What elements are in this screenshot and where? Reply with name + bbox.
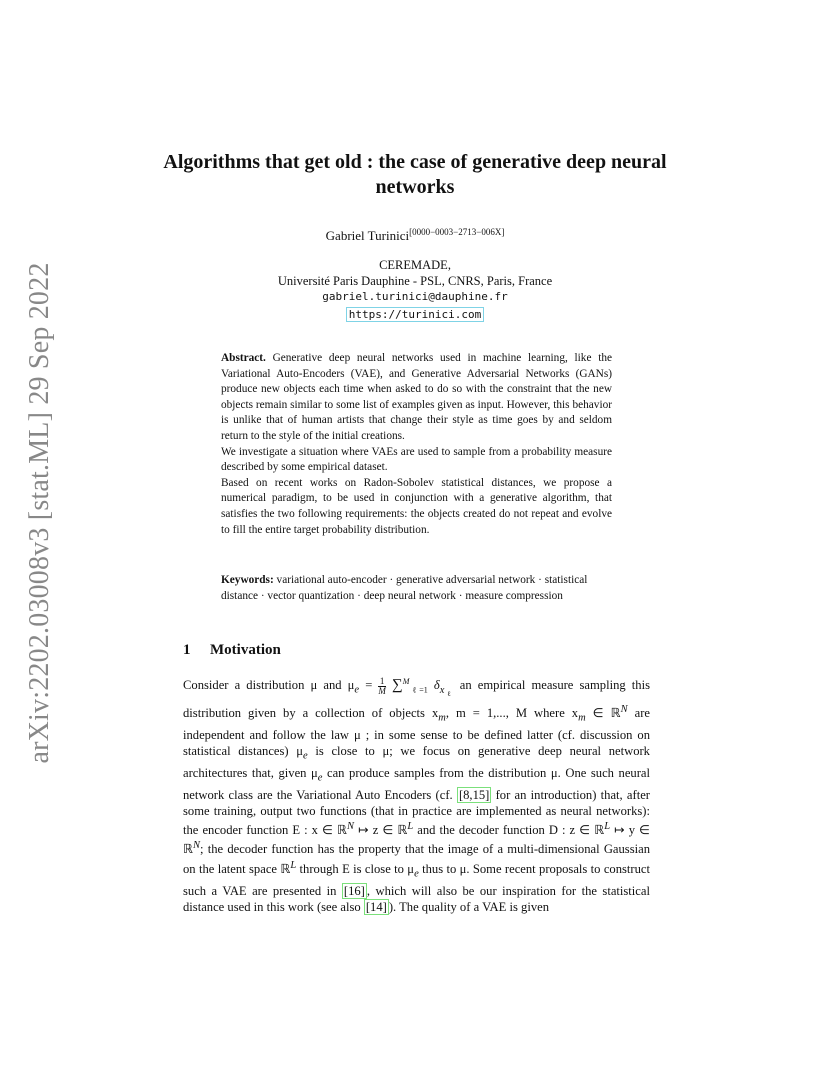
section-number: 1 xyxy=(183,642,191,658)
abstract-p2: We investigate a situation where VAEs are used to sample from a probability measure described by some empirical dataset. xyxy=(221,445,612,474)
section-heading xyxy=(183,642,281,659)
affiliation xyxy=(160,257,670,323)
citation-link[interactable]: [16] xyxy=(343,883,365,898)
homepage-link[interactable]: https://turinici.com xyxy=(346,307,484,322)
keywords-label: Keywords: xyxy=(221,574,274,586)
author-line xyxy=(160,227,670,244)
orcid: [0000−0003−2713−006X] xyxy=(409,227,505,237)
author-name: Gabriel Turinici xyxy=(325,228,410,243)
body-paragraph: Consider a distribution μ and $\mu_e$ = $\frac{1}{M} \sum^M_{\ell=1}$ $\delta_{x_\ell}$ an empirical measure sampling this distribution given by a collection of objects $x_m$, m = 1,..., M where $x_m$ ∈ ℝ$^N$ are independent and follow the law μ ; in some sense to be defined latter (cf. discussion on statistical distances) $\mu_e$ is close to μ; we focus on generative deep neural network architectures that, given $\mu_e$ can produce samples from the distribution μ. One such neural network class are the Variational Auto Encoders (cf. [8,15] for an introduction) that, after some training, output two functions (that in practice are implemented as neural networks): the encoder function E : x ∈ ℝ$^N$ ↦ z ∈ ℝ$^L$ and the decoder function D : z ∈ ℝ$^L$ ↦ y ∈ ℝ$^N$; the decoder function has the property that the image of a multi-dimensional Gaussian on the latent space ℝ$^L$ through E is close to $\mu_e$ thus to μ. Some recent proposals to construct such a VAE are presented in [16] , which will also be our inspiration for the statistical distance used in this work (see also [14] ). The quality of a VAE is given xyxy=(183,675,651,914)
address: Université Paris Dauphine - PSL, CNRS, Paris, France xyxy=(277,274,553,288)
section-title: Motivation xyxy=(210,642,281,658)
institution: CEREMADE, xyxy=(379,258,451,272)
paper-title: Algorithms that get old : the case of generative deep neural networks xyxy=(163,151,667,198)
abstract xyxy=(221,351,612,538)
abstract-label: Abstract. xyxy=(221,352,266,364)
abstract-p1: Generative deep neural networks used in machine learning, like the Variational Auto-Encoders (VAE), and Generative Adversarial Networks (GANs) produce new objects each time when asked to do so with the constraint that the new objects remain similar to some list of examples given as input. However, this behavior is unlike that of human artists that change their style as time goes by and seldom return to the style of the initial creations. xyxy=(221,352,612,442)
citation-link[interactable]: [14] xyxy=(365,899,387,914)
keywords-text: variational auto-encoder · generative adversarial network · statistical distance · vector quantization · deep neural network · measure compression xyxy=(221,574,588,602)
section-body xyxy=(183,674,650,915)
keywords xyxy=(221,573,612,604)
email[interactable]: gabriel.turinici@dauphine.fr xyxy=(322,290,508,303)
citation-link[interactable]: [8,15] xyxy=(458,787,490,802)
arxiv-id-text: arXiv:2202.03008v3 [stat.ML] 29 Sep 2022 xyxy=(24,261,55,764)
abstract-p3: Based on recent works on Radon-Sobolev statistical distances, we propose a numerical paradigm, to be used in conjunction with a generative algorithm, that satisfies the two following requirements: the objects created do not repeat and evolve to fill the entire target probability distribution. xyxy=(221,476,612,536)
arxiv-identifier xyxy=(20,261,60,764)
